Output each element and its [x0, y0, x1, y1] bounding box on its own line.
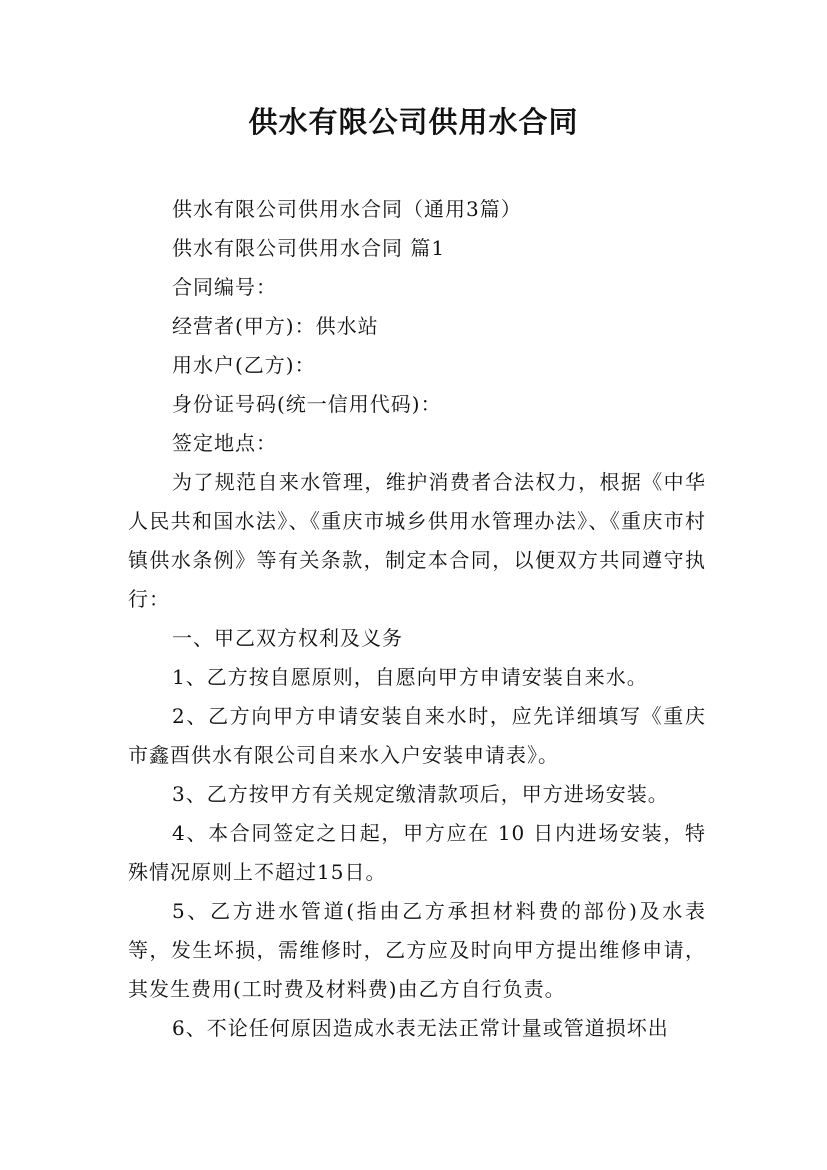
paragraph: 合同编号：: [172, 275, 277, 299]
paragraph: 4、本合同签定之日起，甲方应在 10 日内进场安装，特殊情况原则上不超过15日。: [128, 821, 706, 884]
paragraph: 6、不论任何原因造成水表无法正常计量或管道损坏出: [172, 1016, 669, 1040]
document-title: 供水有限公司供用水合同: [248, 105, 579, 139]
paragraph: 3、乙方按甲方有关规定缴清款项后，甲方进场安装。: [172, 782, 669, 806]
paragraph: 供水有限公司供用水合同 篇1: [172, 236, 446, 260]
paragraph: 2、乙方向甲方申请安装自来水时，应先详细填写《重庆市鑫酉供水有限公司自来水入户安装申请表》。: [128, 704, 706, 767]
paragraph: 用水户(乙方)：: [172, 353, 316, 377]
paragraph: 签定地点：: [172, 431, 277, 455]
paragraph: 身份证号码(统一信用代码)：: [172, 392, 442, 416]
section-heading: 一、甲乙双方权利及义务: [172, 626, 403, 650]
paragraph: 为了规范自来水管理，维护消费者合法权力，根据《中华人民共和国水法》、《重庆市城乡供用水管理办法》、《重庆市村镇供水条例》等有关条款，制定本合同，以便双方共同遵守执行：: [128, 470, 706, 611]
paragraph: 经营者(甲方)：供水站: [172, 314, 379, 338]
document-body: [128, 190, 706, 1048]
paragraph: 供水有限公司供用水合同（通用3篇）: [172, 197, 522, 221]
paragraph: 1、乙方按自愿原则，自愿向甲方申请安装自来水。: [172, 665, 648, 689]
paragraph: 5、乙方进水管道(指由乙方承担材料费的部份)及水表等，发生坏损，需维修时，乙方应及时向甲方提出维修申请，其发生费用(工时费及材料费)由乙方自行负责。: [128, 899, 706, 1001]
